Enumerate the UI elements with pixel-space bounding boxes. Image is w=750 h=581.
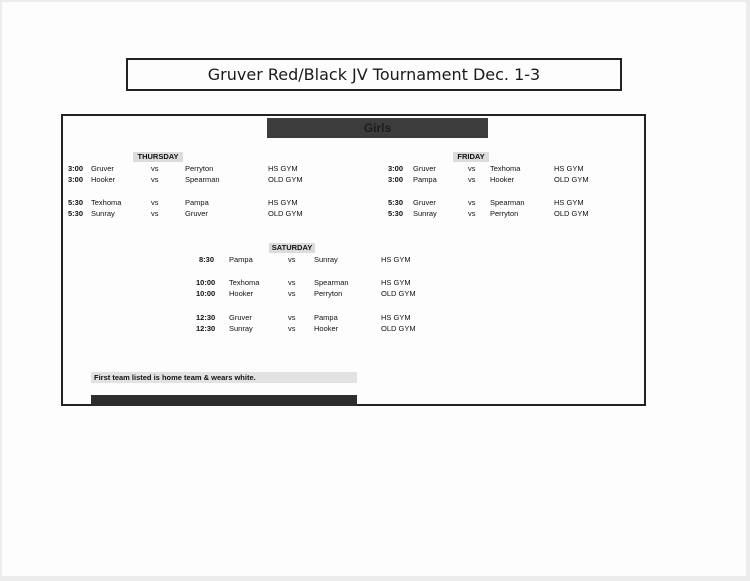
friday-label: FRIDAY — [453, 152, 489, 162]
tournament-title: Gruver Red/Black JV Tournament Dec. 1-3 — [126, 58, 622, 91]
schedule-box: Girls THURSDAY 3:00 Gruver vs Perryton HS GYM 3:00 Hooker vs Spearman OLD GYM 5:30 Texhoma vs Pampa HS GYM 5:30 Sunray vs Gruver OLD GYM FRIDAY 3:00 Gruver vs Texhoma HS GYM 3:00 Pampa vs Hooker OLD GYM 5:30 Gruver vs Spearman HS GYM 5:30 Sunray vs Perryton OLD GYM SATURDAY 8:30 Pampa vs Sunray HS GYM 10:00 Texhoma vs Spearman HS GYM 10:00 Hooker vs Perryton OLD GYM 12:30 Gruver vs Pampa HS GYM 12:30 Sunray vs Hooker OLD GYM First team listed is home team & wears white. — [61, 114, 646, 406]
saturday-label: SATURDAY — [269, 243, 315, 253]
home-team-note: First team listed is home team & wears white. — [91, 372, 357, 383]
thursday-label: THURSDAY — [133, 152, 183, 162]
document-page — [2, 2, 746, 576]
dark-footer-bar — [91, 395, 357, 406]
girls-header: Girls — [267, 118, 488, 138]
